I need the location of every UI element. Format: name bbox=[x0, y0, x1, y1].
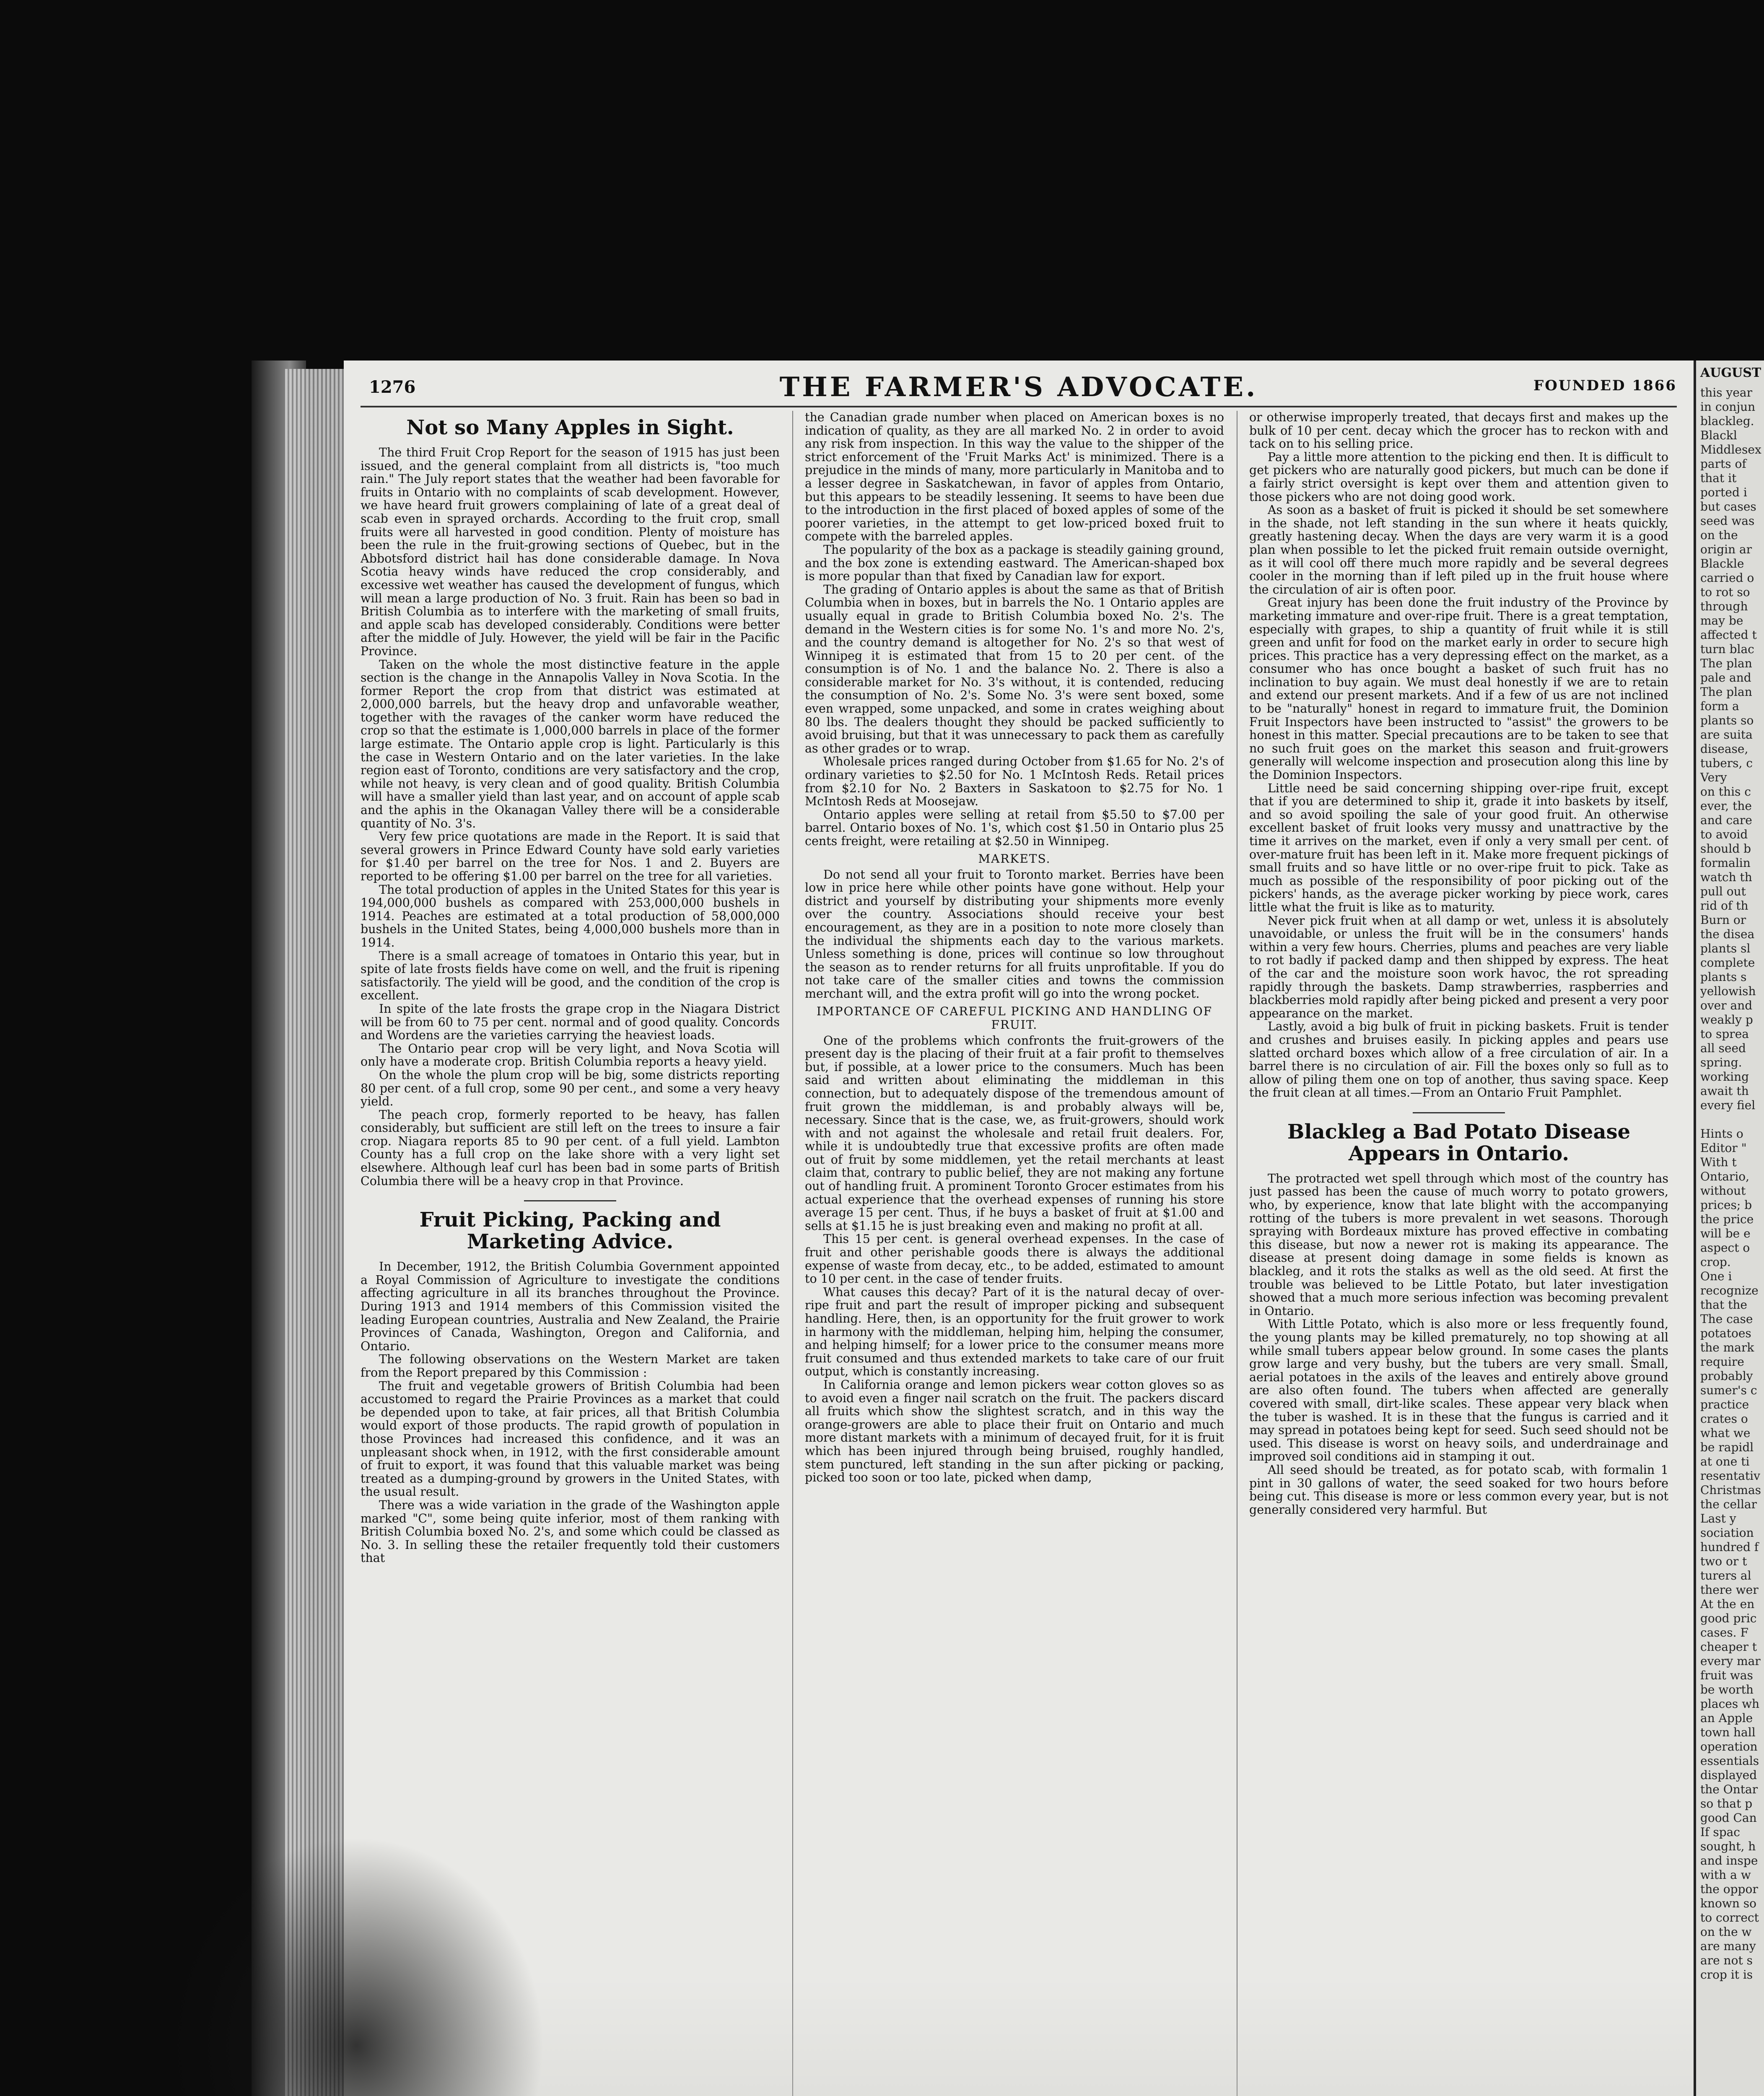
paragraph: The protracted wet spell through which most of the country has just passed has been the cause of much worry to potato growers, who, by experience, know that late blight with the accompanying rotting of the tubers is more prevalent in wet seasons. Thorough spraying with Bordeaux mixture has proved effective in combating this disease, but now a newer rot is making its appearance. The disease at present doing damage in some fields is known as blackleg, and it rots the stalks as well as the old seed. At first the trouble was believed to be Little Potato, but later investigation showed that a much more serious infection was becoming prevalent in Ontario. bbox=[1249, 1171, 1668, 1318]
paragraph: In December, 1912, the British Columbia Government appointed a Royal Commission of Agriculture to investigate the conditions affecting agriculture in all its branches throughout the Province. During 1913 and 1914 members of this Commission visited the leading European countries, Australia and New Zealand, the Prairie Provinces of Canada, Washington, Oregon and California, and Ontario. bbox=[361, 1260, 780, 1353]
paragraph: In spite of the late frosts the grape crop in the Niagara District will be from 60 to 75 per cent. normal and of good quality. Concords and Wordens are the varieties carrying the heaviest loads. bbox=[361, 1001, 780, 1043]
paragraph: There was a wide variation in the grade of the Washington apple marked "C", some being quite inferior, most of them ranking with British Columbia boxed No. 2's, and some which could be classed as No. 3. In selling these the retailer frequently told their customers that bbox=[361, 1498, 780, 1565]
paragraph: The popularity of the box as a package is steadily gaining ground, and the box zone is extending eastward. The American-shaped box is more popular than that fixed by Canadian law for export. bbox=[805, 542, 1224, 584]
paragraph: The third Fruit Crop Report for the season of 1915 has just been issued, and the general complaint from all districts is, "too much rain." The July report states that the weather had been favorable for fruits in Ontario with no complaints of scab development. However, we have heard fruit growers complaining of late of a great deal of scab even in sprayed orchards. According to the fruit crop, small fruits were all harvested in good condition. Plenty of moisture has been the rule in the fruit-growing sections of Quebec, but in the Abbotsford district hail has done considerable damage. In Nova Scotia heavy winds have reduced the crop considerably, and excessive wet weather has caused the development of fungus, which will mean a large production of No. 3 fruit. Rain has been so bad in British Columbia as to interfere with the marketing of small fruits, and apple scab has developed considerably. Conditions were better after the middle of July. However, the yield will be fair in the Pacific Province. bbox=[361, 446, 780, 658]
paragraph: The peach crop, formerly reported to be heavy, has fallen considerably, but sufficient are still left on the trees to insure a fair crop. Niagara reports 85 to 90 per cent. of a full yield. Lambton County has a full crop on the lake shore with a very light set elsewhere. Although leaf curl has been bad in some parts of British Columbia there will be a heavy crop in that Province. bbox=[361, 1108, 780, 1188]
paragraph: Lastly, avoid a big bulk of fruit in picking baskets. Fruit is tender and crushes and bruises easily. In picking apples and pears use slatted orchard boxes which allow of a free circulation of air. In a barrel there is no circulation of air. Fill the boxes only so full as to allow of piling them one on top of another, thus saving space. Keep the fruit clean at all times.—From an Ontario Fruit Pamphlet. bbox=[1249, 1019, 1668, 1100]
adjacent-page-header: AUGUST bbox=[1700, 366, 1761, 380]
paragraph: The grading of Ontario apples is about the same as that of British Columbia when in boxes, but in barrels the No. 1 Ontario apples are usually equal in grade to British Columbia boxed No. 2's. The demand in the Western cities is for some No. 1's and more No. 2's, and the country demand is altogether for No. 2's so that west of Winnipeg it is estimated that from 15 to 20 per cent. of the consumption is of No. 1 and the balance No. 2. There is also a considerable market for No. 3's without, it is contended, reducing the consumption of No. 2's. Some No. 3's were sent boxed, some even wrapped, some unpacked, and some in crates weighing about 80 lbs. The dealers thought they should be packed sufficiently to avoid bruising, but that it was unnecessary to pack them as carefully as other grades or to wrap. bbox=[805, 582, 1224, 755]
paragraph: Never pick fruit when at all damp or wet, unless it is absolutely unavoidable, or unless the fruit will be in the consumers' hands within a very few hours. Cherries, plums and peaches are very liable to rot badly if packed damp and then shipped by express. The heat of the car and the moisture soon work havoc, the rot spreading rapidly through the baskets. Damp strawberries, raspberries and blackberries mold rapidly after being picked and present a very poor appearance on the market. bbox=[1249, 913, 1668, 1020]
paragraph: As soon as a basket of fruit is picked it should be set somewhere in the shade, not left standing in the sun where it heats quickly, greatly hastening decay. When the days are very warm it is a good plan when possible to let the picked fruit remain outside overnight, as it will cool off there much more rapidly and be several degrees cooler in the morning than if left piled up in the fruit house where the circulation of air is often poor. bbox=[1249, 503, 1668, 597]
paragraph: Very few price quotations are made in the Report. It is said that several growers in Prince Edward County have sold early varieties for $1.40 per barrel on the tree for Nos. 1 and 2. Buyers are reported to be offering $1.00 per barrel on the tree for all varieties. bbox=[361, 830, 780, 883]
paragraph: The following observations on the Western Market are taken from the Report prepared by this Commission : bbox=[361, 1352, 780, 1380]
article-title-picking: Fruit Picking, Packing and Marketing Advice. bbox=[419, 1208, 721, 1254]
paragraph: This 15 per cent. is general overhead expenses. In the case of fruit and other perishable goods there is always the additional expense of waste from decay, etc., to be added, estimated to amount to 10 per cent. in the case of tender fruits. bbox=[805, 1232, 1224, 1286]
newspaper-page bbox=[344, 361, 1694, 2096]
paragraph: Pay a little more attention to the picking end then. It is difficult to get pickers who are naturally good pickers, but much can be done if a fairly strict oversight is kept over them and attention given to those pickers who are not doing good work. bbox=[1249, 450, 1668, 504]
paragraph: Wholesale prices ranged during October from $1.65 for No. 2's of ordinary varieties to $2.50 for No. 1 McIntosh Reds. Retail prices from $2.10 for No. 2 Baxters in Saskatoon to $2.75 for No. 1 McIntosh Reds at Moosejaw. bbox=[805, 755, 1224, 809]
page-number: 1276 bbox=[369, 377, 416, 397]
article-separator bbox=[1413, 1112, 1505, 1113]
section-heading-careful-picking: IMPORTANCE OF CAREFUL PICKING AND HANDLING OF FRUIT. bbox=[816, 1004, 1213, 1032]
article-title-blackleg: Blackleg a Bad Potato Disease Appears in Ontario. bbox=[1287, 1120, 1631, 1165]
paragraph: What causes this decay? Part of it is the natural decay of over-ripe fruit and part the result of improper picking and subsequent handling. Here, then, is an opportunity for the fruit grower to work in harmony with the middleman, helping him, helping the consumer, and helping himself; for a lower price to the consumer means more fruit consumed and thus extended markets to take care of our fruit output, which is constantly increasing. bbox=[805, 1285, 1224, 1379]
paragraph: All seed should be treated, as for potato scab, with formalin 1 pint in 30 gallons of water, the seed soaked for two hours before being cut. This disease is more or less common every year, but is not generally considered very harmful. But bbox=[1249, 1463, 1668, 1517]
paragraph: or otherwise improperly treated, that decays first and makes up the bulk of 10 per cent. decay which the grocer has to reckon with and tack on to his selling price. bbox=[1249, 411, 1668, 451]
paragraph: The Ontario pear crop will be very light, and Nova Scotia will only have a moderate crop. British Columbia reports a heavy yield. bbox=[361, 1041, 780, 1069]
hand-shadow bbox=[168, 1836, 545, 2096]
paragraph: Ontario apples were selling at retail from $5.50 to $7.00 per barrel. Ontario boxes of No. 1's, which cost $1.50 in Ontario plus 25 cents freight, were retailing at $2.50 in Winnipeg. bbox=[805, 807, 1224, 848]
article-separator bbox=[524, 1200, 616, 1201]
header-rule bbox=[361, 406, 1677, 407]
masthead-title: THE FARMER'S ADVOCATE. bbox=[779, 371, 1258, 403]
paragraph: One of the problems which confronts the fruit-growers of the present day is the placing of their fruit at a fair profit to themselves but, if possible, at a lower price to the consumers. Much has been said and written about eliminating the middleman in this connection, but to adequately dispose of the tremendous amount of fruit grown the middleman, is and probably always will be, necessary. Since that is the case, we, as fruit-growers, should work with and not against the wholesale and retail fruit dealers. For, while it is undoubtedly true that excessive profits are often made out of fruit by some middlemen, yet the retail merchants at least claim that, contrary to public belief, they are not making any fortune out of handling fruit. A prominent Toronto Grocer estimates from his actual experience that the overhead expenses of running his store average 15 per cent. Thus, if he buys a basket of fruit at $1.00 and sells at $1.15 he is just breaking even and making no profit at all. bbox=[805, 1033, 1224, 1233]
column-divider bbox=[792, 411, 793, 2096]
adjacent-page-fragment bbox=[1694, 361, 1764, 2096]
column-3 bbox=[1249, 411, 1668, 2096]
paragraph: Do not send all your fruit to Toronto market. Berries have been low in price here while other points have gone without. Help your district and yourself by distributing your shipments more evenly over the country. Associations should receive your best encouragement, as they are in a position to note more closely than the individual the shipments each day to the various markets. Unless something is done, prices will continue so low throughout the season as to render returns for all fruits unprofitable. If you do not take care of the smaller cities and towns the commission merchant will, and the extra profit will go into the wrong pocket. bbox=[805, 867, 1224, 1001]
paragraph: Great injury has been done the fruit industry of the Province by marketing immature and over-ripe fruit. There is a great temptation, especially with grapes, to ship a quantity of fruit while it is still green and unfit for food on the market early in order to secure high prices. This practice has a very depressing effect on the market, as a consumer who has once bought a basket of such fruit has no inclination to buy again. We must deal honestly if we are to retain and extend our present markets. And if a few of us are not inclined to be "naturally" honest in regard to immature fruit, the Dominion Fruit Inspectors have been instructed to "assist" the growers to be honest in this matter. Special precautions are to be taken to see that no such fruit goes on the market this season and fruit-growers generally will welcome inspection and prosecution along this line by the Dominion Inspectors. bbox=[1249, 596, 1668, 782]
founded-label: FOUNDED 1866 bbox=[1533, 377, 1677, 394]
paragraph: The total production of apples in the United States for this year is 194,000,000 bushels as compared with 253,000,000 bushels in 1914. Peaches are estimated at a total production of 58,000,000 bushels in the United States, being 4,000,000 bushels more than in 1914. bbox=[361, 882, 780, 949]
paragraph: The fruit and vegetable growers of British Columbia had been accustomed to regard the Prairie Provinces as a market that could be depended upon to take, at fair prices, all that British Columbia would export of those products. The rapid growth of population in those Provinces had increased this confidence, and it was an unpleasant shock when, in 1912, with the first considerable amount of fruit to export, it was found that this valuable market was being treated as a dumping-ground by growers in the United States, with the usual result. bbox=[361, 1379, 780, 1499]
section-heading-markets: MARKETS. bbox=[978, 851, 1051, 866]
paragraph: There is a small acreage of tomatoes in Ontario this year, but in spite of late frosts fields have come on well, and the fruit is ripening satisfactorily. The yield will be good, and the condition of the crop is excellent. bbox=[361, 949, 780, 1003]
paragraph: Taken on the whole the most distinctive feature in the apple section is the change in the Annapolis Valley in Nova Scotia. In the former Report the crop from that district was estimated at 2,000,000 barrels, but the heavy drop and unfavorable weather, together with the ravages of the canker worm have reduced the crop so that the estimate is 1,000,000 barrels in place of the former large estimate. The Ontario apple crop is light. Particularly is this the case in Western Ontario and on the later varieties. In the lake region east of Toronto, conditions are very satisfactory and the crop, while not heavy, is very clean and of good quality. British Columbia will have a smaller yield than last year, and on account of apple scab and the aphis in the Okanagan Valley there will be a considerable quantity of No. 3's. bbox=[361, 657, 780, 830]
page-header bbox=[361, 369, 1677, 407]
paragraph: With Little Potato, which is also more or less frequently found, the young plants may be killed prematurely, no top showing at all while small tubers appear below ground. In some cases the plants grow large and very bushy, but the tubers are very small. Small, aerial potatoes in the axils of the leaves and entirely above ground are also often found. The tubers when affected are generally covered with small, dirt-like scales. These appear very black when the tuber is washed. It is in these that the fungus is carried and it may spread in potatoes being kept for seed. Such seed should not be used. This disease is worst on heavy soils, and underdrainage and improved soil conditions aid in stamping it out. bbox=[1249, 1317, 1668, 1464]
paragraph: the Canadian grade number when placed on American boxes is no indication of quality, as they are all marked No. 2 in order to avoid any risk from inspection. In this way the value to the shipper of the strict enforcement of the 'Fruit Marks Act' is minimized. There is a prejudice in the minds of many, more particularly in Manitoba and to a lesser degree in Saskatchewan, in favor of apples from Ontario, but this appears to be steadily lessening. It seems to have been due to the introduction in the first placed of boxed apples of some of the poorer varieties, in the attempt to get low-priced boxed fruit to compete with the barreled apples. bbox=[805, 411, 1224, 544]
paragraph: In California orange and lemon pickers wear cotton gloves so as to avoid even a finger nail scratch on the fruit. The packers discard all fruits which show the slightest scratch, and in this way the orange-growers are able to place their fruit on Ontario and much more distant markets with a minimum of decayed fruit, for it is fruit which has been injured through being bruised, roughly handled, stem punctured, left standing in the sun after picking or packing, picked too soon or too late, picked when damp, bbox=[805, 1377, 1224, 1485]
paragraph: Little need be said concerning shipping over-ripe fruit, except that if you are determined to ship it, grade it into baskets by itself, and so avoid spoiling the sale of your good fruit. An otherwise excellent basket of fruit looks very mussy and unattractive by the time it arrives on the market, even if only a very small per cent. of over-mature fruit has been left in it. Make more frequent pickings of small fruits and so have little or no over-ripe fruit to pick. Take as much as possible of the responsibility of poor picking out of the pickers' hands, as the average picker working by piece work, cares little what the fruit is like as to maturity. bbox=[1249, 781, 1668, 914]
column-2 bbox=[805, 411, 1224, 2096]
paragraph: On the whole the plum crop will be big, some districts reporting 80 per cent. of a full crop, some 90 per cent., and some a very heavy yield. bbox=[361, 1068, 780, 1109]
article-title-apples: Not so Many Apples in Sight. bbox=[406, 416, 734, 439]
adjacent-page-text: this year in conjun blackleg. Blackl Middlesex parts of that it ported i but cases seed was on the origin ar Blackle carried o to rot so through may be affected t turn blac The plan pale and The plan form a plants so are suita disease, tubers, c Very on this c ever, the and care to avoid should b formalin watch th pull out rid of th Burn or the disea plants sl complete plants s yellowish over and weakly p to sprea all seed spring. working await th every fiel Hints o Editor " With t Ontario, without prices; b the price will be e aspect o crop. One i recognize that the The case potatoes the mark require probably sumer's c practice crates o what we be rapidl at one ti resentativ Christmas the cellar Last y sociation hundred f two or t turers al there wer At the en good pric cases. F cheaper t every mar fruit was be worth places wh an Apple town hall operation essentials displayed the Ontar so that p good Can If spac sought, h and inspe with a w the oppor known so to correct on the w are many are not s crop it is bbox=[1700, 386, 1761, 1982]
